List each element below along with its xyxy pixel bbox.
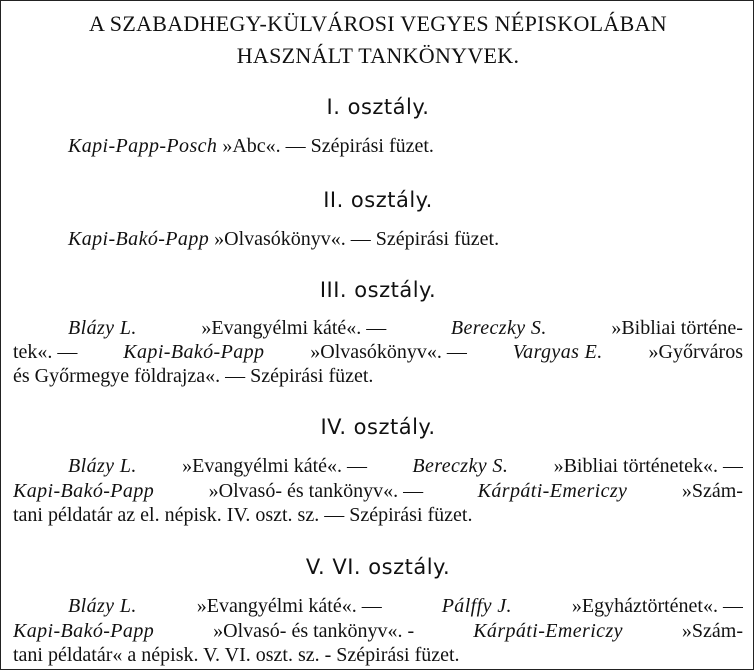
author-name: Blázy L. bbox=[68, 595, 137, 617]
author-name: Kapi-Bakó-Papp bbox=[13, 480, 155, 502]
document-title-line-2: HASZNÁLT TANKÖNYVEK. bbox=[236, 43, 520, 68]
book-text: »Olvasókönyv«. — Szépirási füzet. bbox=[209, 228, 500, 250]
author-name: Kapi-Papp-Posch bbox=[68, 135, 218, 157]
author-name: Kapi-Bakó-Papp bbox=[13, 620, 155, 642]
book-text: tek«. — bbox=[13, 341, 83, 363]
book-text: tani példatár« a népisk. V. VI. oszt. sz. - Szépirási füzet. bbox=[13, 644, 460, 666]
author-name: Kárpáti-Emericzy bbox=[477, 480, 628, 502]
book-text: »Bibliai történe- bbox=[606, 317, 743, 339]
book-list-line bbox=[13, 341, 743, 364]
book-text: »Evangyélmi káté«. — bbox=[196, 317, 392, 339]
book-text: tani példatár az el. népisk. IV. oszt. sz. — Szépirási füzet. bbox=[13, 504, 473, 526]
book-text: »Egyháztörténet«. — bbox=[566, 595, 743, 617]
author-name: Bereczky S. bbox=[450, 317, 547, 339]
author-name: Pálffy J. bbox=[441, 595, 512, 617]
book-text: »Evangyélmi káté«. — bbox=[177, 455, 373, 477]
book-list-line bbox=[13, 228, 743, 251]
author-name: Blázy L. bbox=[68, 317, 137, 339]
author-name: Kapi-Bakó-Papp bbox=[68, 228, 210, 250]
book-text: »Abc«. — Szépirási füzet. bbox=[217, 135, 434, 157]
author-name: Blázy L. bbox=[68, 455, 137, 477]
book-text: »Győrváros bbox=[643, 341, 743, 363]
book-list-line bbox=[13, 317, 743, 340]
book-text: »Olvasó- és tankönyv«. - bbox=[208, 620, 420, 642]
book-text: »Bibliai történetek«. — bbox=[548, 455, 743, 477]
author-name: Kapi-Bakó-Papp bbox=[123, 341, 265, 363]
book-text: »Szám- bbox=[676, 480, 743, 502]
author-name: Bereczky S. bbox=[412, 455, 509, 477]
book-list-line bbox=[13, 135, 743, 158]
book-list-line bbox=[13, 595, 743, 618]
section-heading-class-5-6: V. VI. osztály. bbox=[305, 555, 451, 579]
book-text: »Olvasó- és tankönyv«. — bbox=[203, 480, 429, 502]
author-name: Vargyas E. bbox=[512, 341, 603, 363]
section-heading-class-4: IV. osztály. bbox=[320, 415, 436, 439]
book-list-line bbox=[13, 644, 743, 667]
book-text: »Olvasókönyv«. — bbox=[305, 341, 472, 363]
book-list-line bbox=[13, 480, 743, 503]
document-title-line-1: A SZABADHEGY-KÜLVÁROSI VEGYES NÉPISKOLÁBAN bbox=[89, 11, 667, 36]
section-heading-class-1: I. osztály. bbox=[326, 95, 430, 119]
book-text: »Szám- bbox=[676, 620, 743, 642]
book-text: »Evangyélmi káté«. — bbox=[191, 595, 387, 617]
author-name: Kárpáti-Emericzy bbox=[473, 620, 623, 642]
book-list-line bbox=[13, 455, 743, 478]
book-list-line bbox=[13, 504, 743, 527]
book-text: és Győrmegye földrajza«. — Szépirási füzet. bbox=[13, 365, 374, 387]
book-list-line bbox=[13, 620, 743, 643]
section-heading-class-2: II. osztály. bbox=[323, 188, 433, 212]
book-list-line bbox=[13, 365, 743, 388]
section-heading-class-3: III. osztály. bbox=[319, 278, 437, 302]
